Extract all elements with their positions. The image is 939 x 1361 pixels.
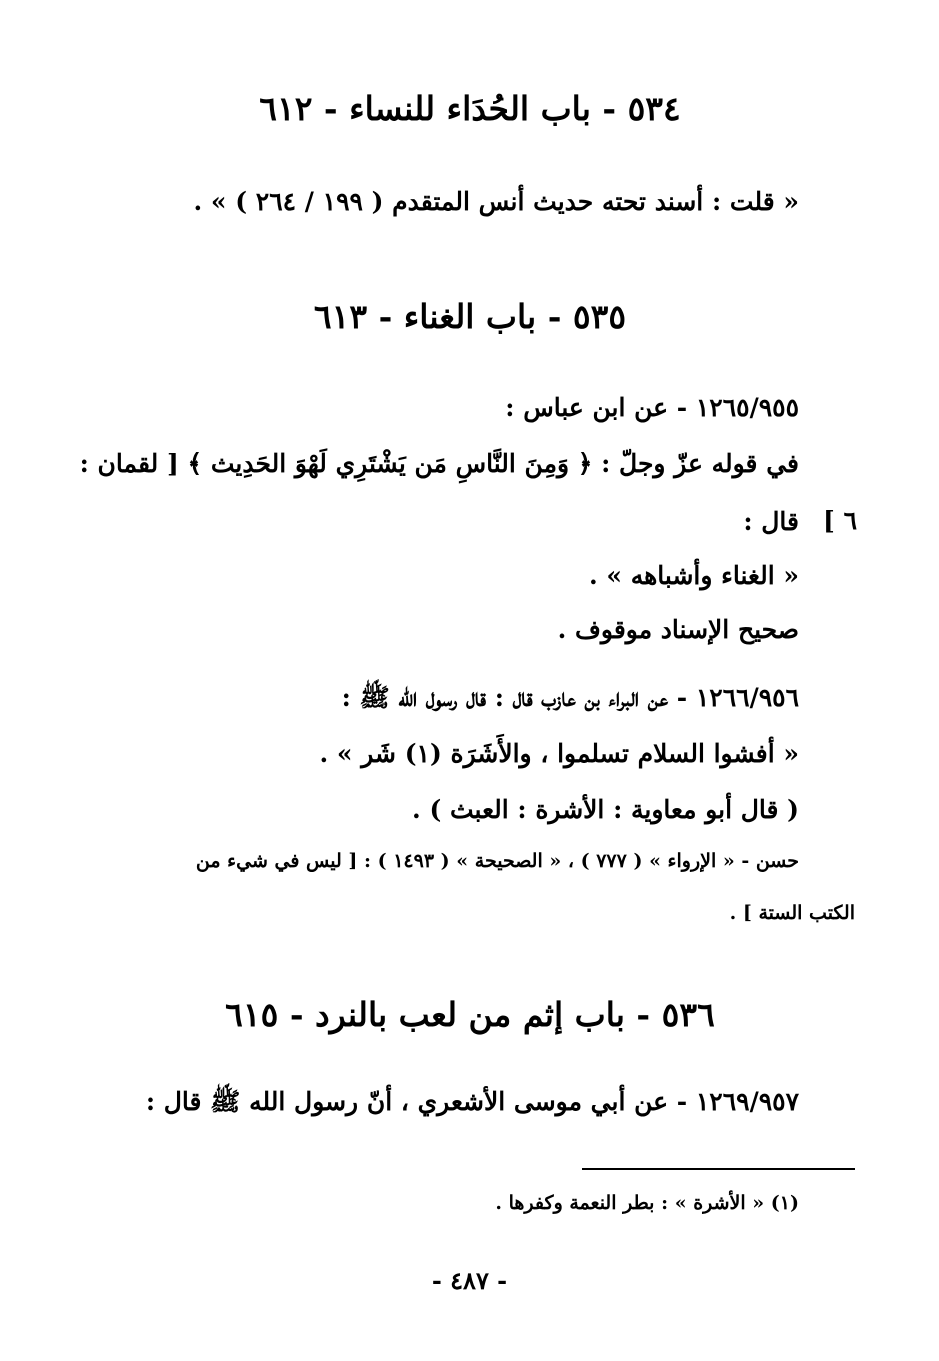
hadith-956-grade-continued: الكتب الستة ] .: [729, 902, 855, 924]
hadith-956-note: ( قال أبو معاوية : الأشرة : العبث ) .: [412, 795, 799, 824]
footnote-separator: [582, 1168, 855, 1170]
hadith-955-intro: ١٢٦٥/٩٥٥ - عن ابن عباس :: [505, 393, 799, 422]
hadith-957-intro: ١٢٦٩/٩٥٧ - عن أبي موسى الأشعري ، أنّ رسول الله ﷺ قال :: [145, 1087, 799, 1116]
hadith-955-grade: صحيح الإسناد موقوف .: [557, 615, 799, 644]
hadith-955-said: قال :: [743, 507, 799, 536]
chapter-536-heading: ٥٣٦ - باب إثم من لعب بالنرد - ٦١٥: [225, 995, 715, 1034]
chapter-535-heading: ٥٣٥ - باب الغناء - ٦١٣: [313, 297, 627, 336]
page-number: - ٤٨٧ -: [431, 1266, 508, 1295]
hadith-955-verse-line: في قوله عزّ وجلّ : ﴿ وَمِنَ النَّاسِ مَن يَشْتَرِي لَهْوَ الحَدِيث ﴾ [ لقمان :: [79, 449, 799, 478]
footnote-1: (١) « الأشرة » : بطر النعمة وكفرها .: [495, 1192, 799, 1214]
hadith-956-intro: ١٢٦٦/٩٥٦ - عن البراء بن عازب قال : قال رسول الله ﷺ :: [341, 683, 799, 712]
hadith-955-quote: « الغناء وأشباهه » .: [588, 561, 799, 590]
chapter-534-note: « قلت : أسند تحته حديث أنس المتقدم ( ١٩٩ / ٢٦٤ ) » .: [193, 187, 799, 216]
hadith-956-quote: « أفشوا السلام تسلموا ، والأَشَرَة (١) شَر » .: [319, 739, 799, 768]
hadith-955-verse-ref-margin: ٦ ]: [823, 506, 857, 535]
hadith-956-grade: حسن - « الإرواء » ( ٧٧٧ ) ، « الصحيحة » ( ١٤٩٣ ) : [ ليس في شيء من: [195, 850, 799, 872]
chapter-534-heading: ٥٣٤ - باب الحُدَاء للنساء - ٦١٢: [259, 89, 681, 128]
